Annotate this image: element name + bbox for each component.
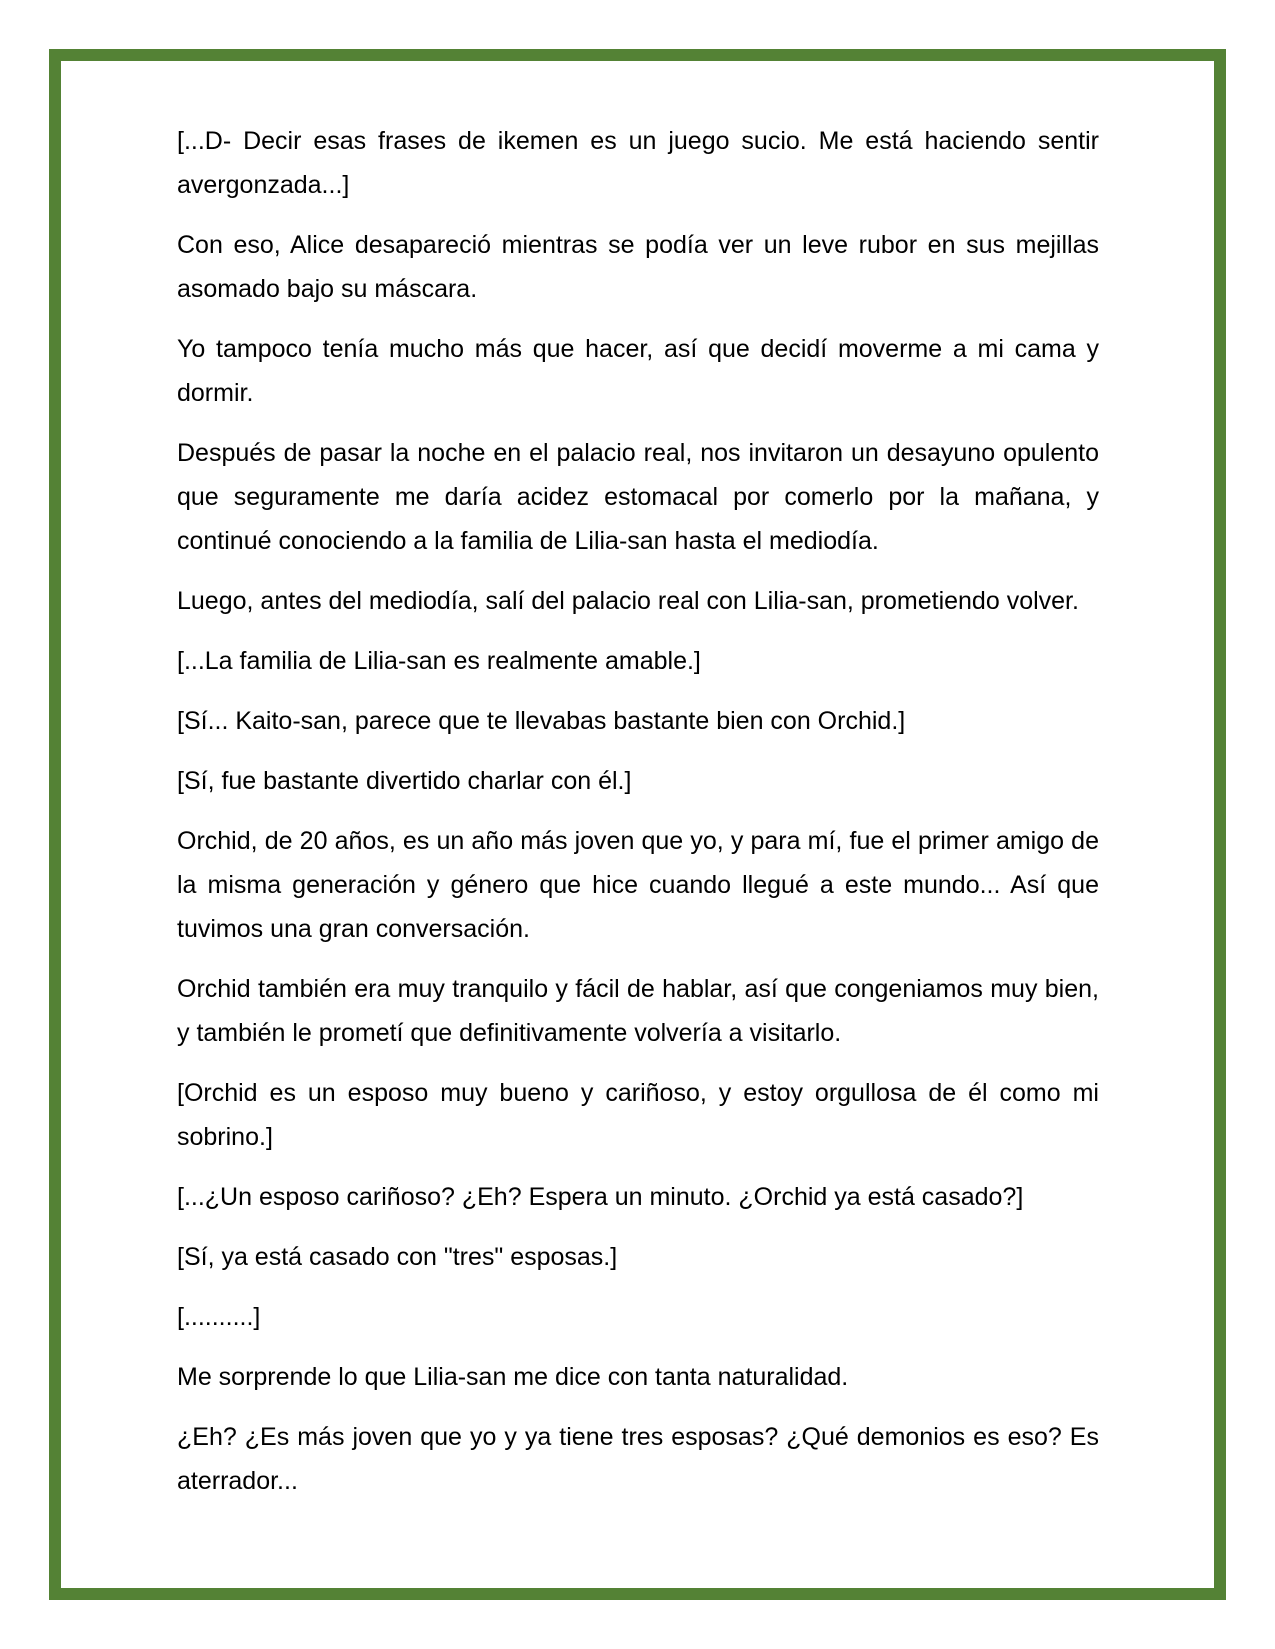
paragraph: [Sí, fue bastante divertido charlar con él.] (177, 767, 632, 795)
paragraph: Me sorprende lo que Lilia-san me dice con tanta naturalidad. (177, 1363, 849, 1391)
paragraph: [...D- Decir esas frases de ikemen es un juego sucio. Me está haciendo sentir avergonzada...] (177, 127, 1099, 199)
paragraph: Yo tampoco tenía mucho más que hacer, así que decidí moverme a mi cama y dormir. (177, 335, 1099, 407)
paragraph: Luego, antes del mediodía, salí del palacio real con Lilia-san, prometiendo volver. (177, 587, 1079, 615)
paragraph: [...¿Un esposo cariñoso? ¿Eh? Espera un minuto. ¿Orchid ya está casado?] (177, 1183, 1024, 1211)
paragraph: Orchid, de 20 años, es un año más joven que yo, y para mí, fue el primer amigo de la misma generación y género que hice cuando llegué a este mundo... Así que tuvimos una gran conversación. (177, 827, 1099, 943)
paragraph: Orchid también era muy tranquilo y fácil de hablar, así que congeniamos muy bien, y también le prometí que definitivamente volvería a visitarlo. (177, 975, 1099, 1047)
paragraph: ¿Eh? ¿Es más joven que yo y ya tiene tres esposas? ¿Qué demonios es eso? Es aterrador... (177, 1423, 1099, 1495)
paragraph: [Orchid es un esposo muy bueno y cariñoso, y estoy orgullosa de él como mi sobrino.] (177, 1079, 1099, 1151)
paragraph: Con eso, Alice desapareció mientras se podía ver un leve rubor en sus mejillas asomado bajo su máscara. (177, 231, 1099, 303)
paragraph: [Sí, ya está casado con "tres" esposas.] (177, 1243, 618, 1271)
paragraph: Después de pasar la noche en el palacio real, nos invitaron un desayuno opulento que seguramente me daría acidez estomacal por comerlo por la mañana, y continué conociendo a la familia de Lilia-san hasta el mediodía. (177, 439, 1099, 555)
paragraph: [Sí... Kaito-san, parece que te llevabas bastante bien con Orchid.] (177, 707, 906, 735)
paragraph: [...La familia de Lilia-san es realmente amable.] (177, 647, 701, 675)
document-body (177, 119, 1099, 1519)
paragraph: [..........] (177, 1303, 261, 1331)
